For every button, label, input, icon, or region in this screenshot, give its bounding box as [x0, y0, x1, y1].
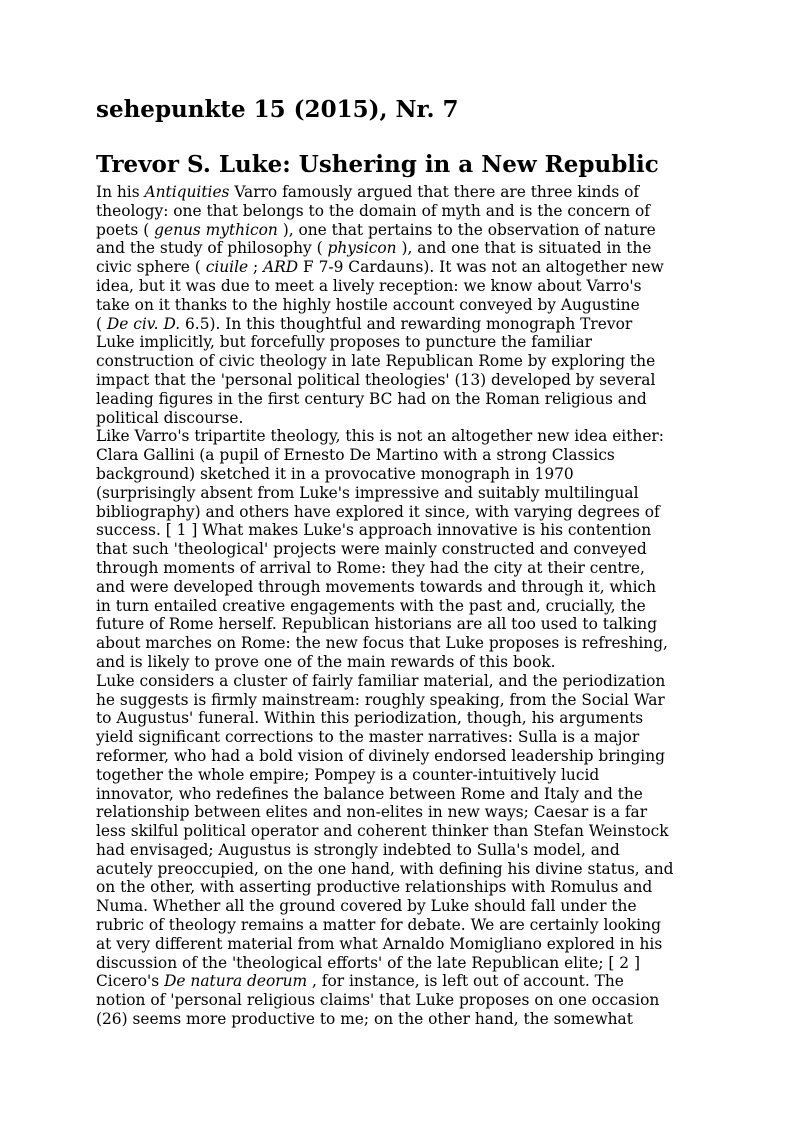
text-line	[96, 371, 716, 390]
text-segment: ), one that pertains to the observation of nature	[277, 220, 656, 239]
italic-text: Antiquities	[144, 183, 230, 201]
italic-text: genus mythicon	[154, 220, 278, 239]
text-line	[96, 559, 716, 578]
text-line	[96, 521, 716, 540]
text-segment: (	[96, 314, 107, 333]
review-title: Trevor S. Luke: Ushering in a New Republic	[96, 151, 659, 178]
text-segment: on the other, with asserting productive relationships with Romulus and	[96, 878, 653, 897]
italic-text: ciuile	[205, 258, 249, 277]
text-segment: political discourse.	[96, 408, 244, 427]
text-segment: take on it thanks to the highly hostile account conveyed by Augustine	[96, 295, 640, 314]
text-segment: construction of civic theology in late Republican Rome by exploring the	[96, 352, 656, 371]
text-line	[96, 916, 716, 935]
italic-text: ARD	[263, 258, 299, 277]
text-line	[96, 822, 716, 841]
text-segment: reformer, who had a bold vision of divinely endorsed leadership bringing	[96, 746, 665, 765]
text-segment: in turn entailed creative engagements with the past and, crucially, the	[96, 596, 646, 615]
text-line	[96, 484, 716, 503]
text-segment: Clara Gallini (a pupil of Ernesto De Martino with a strong Classics	[96, 446, 615, 465]
text-segment: idea, but it was due to meet a lively reception: we know about Varro's	[96, 276, 642, 295]
text-line	[96, 183, 716, 202]
text-line	[96, 239, 716, 258]
text-segment: together the whole empire; Pompey is a counter-intuitively lucid	[96, 765, 600, 784]
text-segment: Luke implicitly, but forcefully proposes to puncture the familiar	[96, 333, 593, 352]
text-segment: through moments of arrival to Rome: they had the city at their centre,	[96, 558, 645, 577]
text-line	[96, 296, 716, 315]
text-segment: Numa. Whether all the ground covered by Luke should fall under the	[96, 897, 637, 916]
text-line	[96, 785, 716, 804]
text-line	[96, 315, 716, 334]
text-segment: Luke considers a cluster of fairly familiar material, and the periodization	[96, 671, 666, 690]
text-segment: at very different material from what Arnaldo Momigliano explored in his	[96, 934, 663, 953]
text-line	[96, 503, 716, 522]
text-segment: less skilful political operator and coherent thinker than Stefan Weinstock	[96, 822, 669, 841]
review-body	[96, 183, 716, 1029]
text-segment: yield significant corrections to the master narratives: Sulla is a major	[96, 728, 640, 747]
text-line	[96, 352, 716, 371]
text-line	[96, 1010, 716, 1029]
text-line	[96, 935, 716, 954]
text-segment: In his	[96, 183, 145, 201]
text-segment: impact that the 'personal political theologies' (13) developed by several	[96, 370, 656, 389]
text-segment: theology: one that belongs to the domain of myth and is the concern of	[96, 201, 650, 220]
text-segment: ), and one that is situated in the	[396, 239, 652, 258]
text-segment: poets (	[96, 220, 155, 239]
text-line	[96, 841, 716, 860]
text-segment: innovator, who redefines the balance between Rome and Italy and the	[96, 784, 643, 803]
text-line	[96, 972, 716, 991]
text-segment: and is likely to prove one of the main rewards of this book.	[96, 652, 556, 671]
text-segment: to Augustus' funeral. Within this periodization, though, his arguments	[96, 709, 644, 728]
text-line	[96, 766, 716, 785]
text-segment: he suggests is firmly mainstream: roughly speaking, from the Social War	[96, 690, 665, 709]
text-line	[96, 615, 716, 634]
text-line	[96, 728, 716, 747]
text-line	[96, 860, 716, 879]
text-segment: about marches on Rome: the new focus that Luke proposes is refreshing,	[96, 634, 668, 653]
text-segment: (surprisingly absent from Luke's impressive and suitably multilingual	[96, 483, 639, 502]
text-segment: Like Varro's tripartite theology, this is not an altogether new idea either:	[96, 427, 664, 446]
text-line	[96, 709, 716, 728]
text-line	[96, 446, 716, 465]
text-segment: rubric of theology remains a matter for debate. We are certainly looking	[96, 916, 661, 935]
text-line	[96, 878, 716, 897]
text-segment: success. [ 1 ] What makes Luke's approach innovative is his contention	[96, 521, 652, 540]
text-line	[96, 597, 716, 616]
text-line	[96, 277, 716, 296]
text-line	[96, 221, 716, 240]
text-segment: future of Rome herself. Republican historians are all too used to talking	[96, 615, 658, 634]
text-line	[96, 691, 716, 710]
journal-title: sehepunkte 15 (2015), Nr. 7	[96, 96, 459, 123]
italic-text: physicon	[327, 239, 397, 258]
text-segment: and the study of philosophy (	[96, 239, 328, 258]
text-segment: had envisaged; Augustus is strongly indebted to Sulla's model, and	[96, 840, 620, 859]
italic-text: De natura deorum	[164, 972, 308, 991]
text-line	[96, 258, 716, 277]
text-segment: ;	[248, 258, 264, 277]
text-line	[96, 634, 716, 653]
text-line	[96, 991, 716, 1010]
text-segment: civic sphere (	[96, 258, 206, 277]
text-line	[96, 653, 716, 672]
text-segment: notion of 'personal religious claims' that Luke proposes on one occasion	[96, 991, 660, 1010]
text-segment: F 7-9 Cardauns). It was not an altogether new	[298, 258, 664, 277]
text-line	[96, 672, 716, 691]
text-line	[96, 427, 716, 446]
text-line	[96, 803, 716, 822]
text-segment: Cicero's	[96, 972, 165, 991]
text-line	[96, 465, 716, 484]
text-segment: Varro famously argued that there are three kinds of	[229, 183, 640, 201]
text-segment: leading figures in the first century BC had on the Roman religious and	[96, 389, 647, 408]
text-segment: , for instance, is left out of account. The	[307, 972, 624, 991]
text-line	[96, 540, 716, 559]
text-segment: background) sketched it in a provocative monograph in 1970	[96, 464, 574, 483]
italic-text: De civ. D.	[106, 314, 181, 333]
text-segment: discussion of the 'theological efforts' of the late Republican elite; [ 2 ]	[96, 953, 640, 972]
text-segment: relationship between elites and non-elites in new ways; Caesar is a far	[96, 803, 648, 822]
text-segment: acutely preoccupied, on the one hand, with defining his divine status, and	[96, 859, 674, 878]
text-line	[96, 202, 716, 221]
text-segment: that such 'theological' projects were mainly constructed and conveyed	[96, 540, 647, 559]
text-line	[96, 390, 716, 409]
text-line	[96, 333, 716, 352]
text-segment: (26) seems more productive to me; on the other hand, the somewhat	[96, 1010, 633, 1029]
text-line	[96, 747, 716, 766]
text-segment: 6.5). In this thoughtful and rewarding monograph Trevor	[180, 314, 633, 333]
text-line	[96, 409, 716, 428]
text-segment: and were developed through movements towards and through it, which	[96, 577, 657, 596]
text-line	[96, 897, 716, 916]
text-line	[96, 578, 716, 597]
text-segment: bibliography) and others have explored it since, with varying degrees of	[96, 502, 660, 521]
text-line	[96, 954, 716, 973]
